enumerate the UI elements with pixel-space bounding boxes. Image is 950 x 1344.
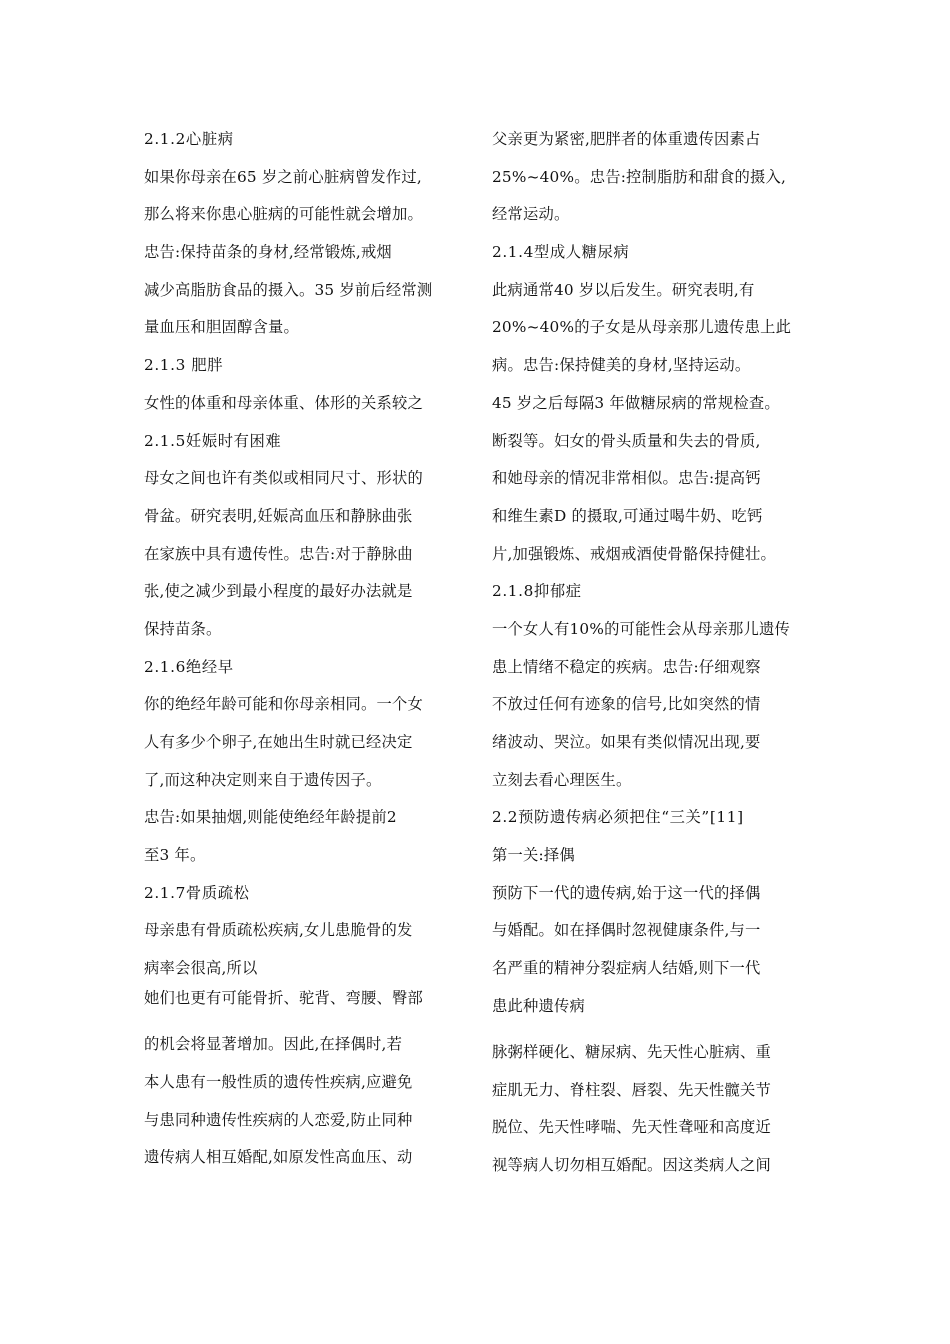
section-heading: 2.1.4型成人糖尿病 [492, 243, 630, 262]
text-line: 45 岁之后每隔3 年做糖尿病的常规检查。 [492, 393, 780, 412]
text-line: 患此种遗传病 [492, 996, 585, 1015]
text-line: 人有多少个卵子,在她出生时就已经决定 [144, 733, 413, 751]
text-line: 和维生素D 的摄取,可通过喝牛奶、吃钙 [492, 506, 763, 525]
section-heading: 2.1.7骨质疏松 [144, 883, 250, 902]
text-line: 视等病人切勿相互婚配。因这类病人之间 [492, 1155, 771, 1174]
text-line: 遗传病人相互婚配,如原发性高血压、动 [144, 1148, 413, 1167]
right-column [492, 124, 810, 1188]
text-line: 减少高脂肪食品的摄入。35 岁前后经常测 [144, 280, 433, 299]
section-heading: 2.1.5妊娠时有困难 [144, 431, 282, 450]
text-line: 她们也更有可能骨折、驼背、弯腰、臀部 [144, 989, 423, 1008]
text-line: 在家族中具有遗传性。忠告:对于静脉曲 [144, 544, 413, 563]
text-line: 脉粥样硬化、糖尿病、先天性心脏病、重 [492, 1042, 771, 1061]
text-line: 25%~40%。忠告:控制脂肪和甜食的摄入, [492, 167, 787, 186]
text-line: 张,使之减少到最小程度的最好办法就是 [144, 582, 413, 601]
text-line: 患上情绪不稳定的疾病。忠告:仔细观察 [492, 657, 761, 676]
text-line: 母女之间也许有类似或相同尺寸、形状的 [144, 469, 423, 488]
text-line: 病率会很高,所以 [144, 959, 258, 978]
text-line: 绪波动、哭泣。如果有类似情况出现,要 [492, 733, 761, 751]
text-line: 名严重的精神分裂症病人结婚,则下一代 [492, 959, 761, 978]
text-line: 至3 年。 [144, 846, 206, 865]
text-line: 骨盆。研究表明,妊娠高血压和静脉曲张 [144, 506, 413, 525]
text-line: 和她母亲的情况非常相似。忠告:提高钙 [492, 469, 761, 488]
text-line: 与患同种遗传性疾病的人恋爱,防止同种 [144, 1110, 413, 1129]
text-line: 症肌无力、脊柱裂、唇裂、先天性髋关节 [492, 1080, 771, 1099]
text-line: 20%~40%的子女是从母亲那儿遗传患上此 [492, 318, 792, 337]
text-line: 量血压和胆固醇含量。 [144, 318, 299, 337]
text-line: 一个女人有10%的可能性会从母亲那儿遗传 [492, 619, 791, 638]
left-column [144, 124, 462, 1180]
text-line: 女性的体重和母亲体重、体形的关系较之 [144, 393, 423, 412]
text-line: 不放过任何有迹象的信号,比如突然的情 [492, 695, 761, 714]
section-heading: 2.1.2心脏病 [144, 130, 234, 148]
text-line: 的机会将显著增加。因此,在择偶时,若 [144, 1035, 403, 1054]
section-heading: 2.1.6绝经早 [144, 657, 234, 676]
text-line: 本人患有一般性质的遗传性疾病,应避免 [144, 1072, 413, 1091]
text-line: 了,而这种决定则来自于遗传因子。 [144, 770, 382, 789]
text-line: 保持苗条。 [144, 619, 222, 638]
text-line: 经常运动。 [492, 205, 570, 224]
section-heading: 2.1.8抑郁症 [492, 582, 582, 601]
text-line: 忠告:保持苗条的身材,经常锻炼,戒烟 [144, 243, 392, 262]
text-line: 你的绝经年龄可能和你母亲相同。一个女 [144, 695, 423, 714]
text-line: 那么将来你患心脏病的可能性就会增加。 [144, 205, 423, 224]
text-line: 断裂等。妇女的骨头质量和失去的骨质, [492, 431, 761, 450]
text-line: 预防下一代的遗传病,始于这一代的择偶 [492, 883, 761, 902]
section-heading: 2.1.3 肥胖 [144, 356, 224, 375]
section-heading: 2.2预防遗传病必须把住“三关”[11] [492, 808, 744, 827]
text-line: 脱位、先天性哮喘、先天性聋哑和高度近 [492, 1118, 771, 1137]
text-line: 忠告:如果抽烟,则能使绝经年龄提前2 [144, 808, 397, 827]
text-line: 此病通常40 岁以后发生。研究表明,有 [492, 280, 755, 299]
text-line: 与婚配。如在择偶时忽视健康条件,与一 [492, 921, 761, 940]
text-line: 第一关:择偶 [492, 846, 575, 865]
text-line: 病。忠告:保持健美的身材,坚持运动。 [492, 356, 751, 375]
text-line: 如果你母亲在65 岁之前心脏病曾发作过, [144, 167, 422, 186]
text-line: 立刻去看心理医生。 [492, 770, 632, 789]
text-line: 母亲患有骨质疏松疾病,女儿患脆骨的发 [144, 921, 413, 940]
text-line: 父亲更为紧密,肥胖者的体重遗传因素占 [492, 130, 761, 148]
text-line: 片,加强锻炼、戒烟戒酒使骨骼保持健壮。 [492, 544, 777, 563]
